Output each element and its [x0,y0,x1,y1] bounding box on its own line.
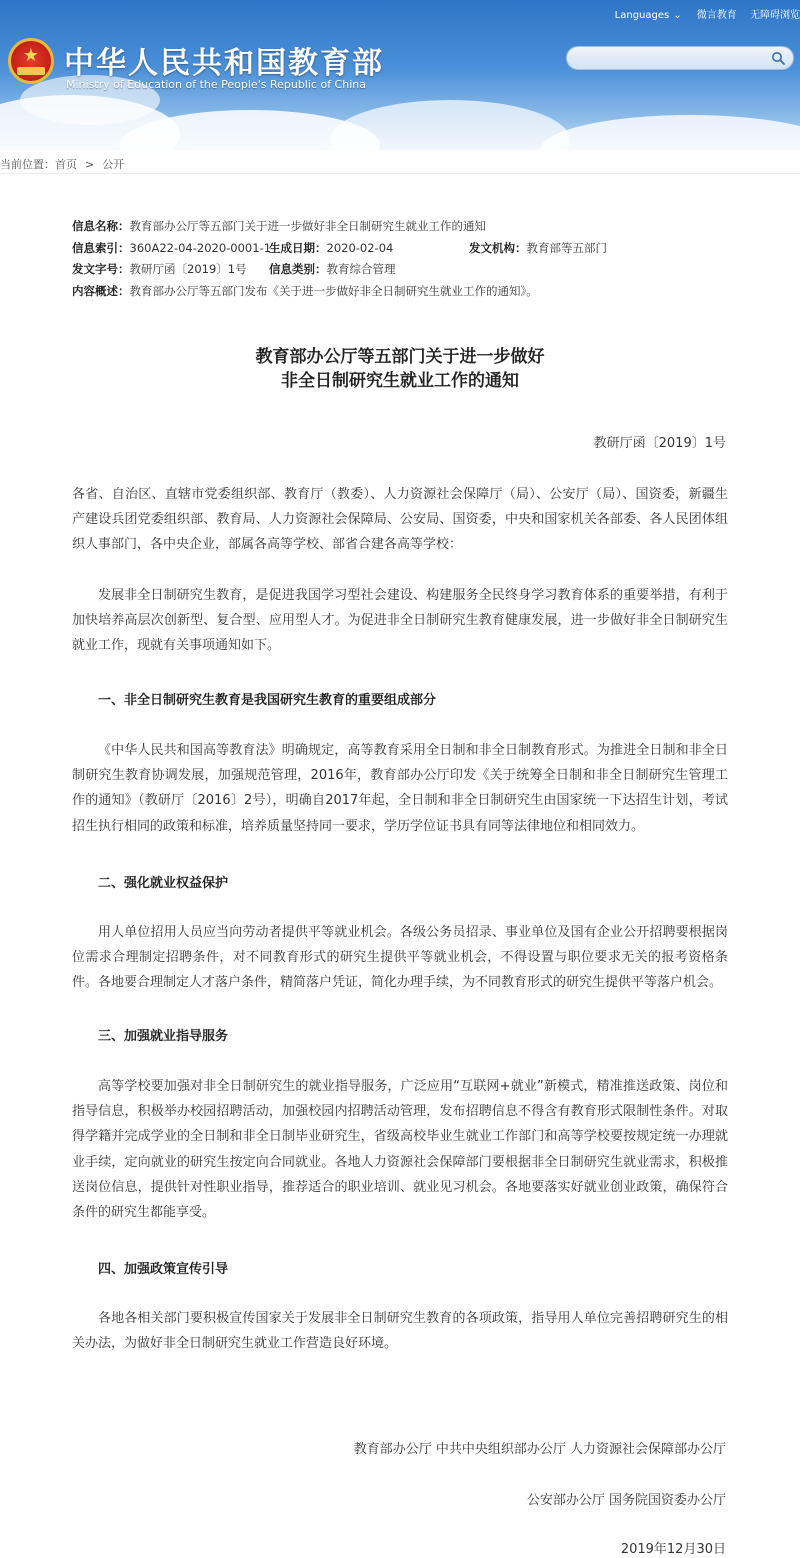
breadcrumb-current-link[interactable]: 公开 [102,158,125,171]
meta-row-summary [72,283,732,305]
breadcrumb-separator-icon: > [85,158,95,171]
breadcrumb-prefix: 当前位置： [0,158,55,171]
section-1-heading: 一、非全日制研究生教育是我国研究生教育的重要组成部分 [98,693,437,708]
document-meta [72,218,732,304]
search-input[interactable] [577,50,771,68]
signoff-line-1: 教育部办公厅 中共中央组织部办公厅 人力资源社会保障部办公厅 [353,1442,726,1457]
site-title[interactable]: 中华人民共和国教育部 [64,46,384,81]
languages-link[interactable]: Languages [614,10,670,21]
site-header [0,0,800,150]
meta-docnum-label: 发文字号： [72,262,130,276]
accessibility-link[interactable]: 无障碍浏览 [750,10,800,21]
meta-name-value: 教育部办公厅等五部门关于进一步做好非全日制研究生就业工作的通知 [129,219,486,233]
meta-category-value: 教育综合管理 [326,262,396,276]
meta-summary-value: 教育部办公厅等五部门发布《关于进一步做好非全日制研究生就业工作的通知》。 [129,283,538,298]
section-2-paragraph: 用人单位招用人员应当向劳动者提供平等就业机会。各级公务员招录、事业单位及国有企业公开招聘要根据岗位需求合理制定招聘条件，对不同教育形式的研究生提供平等就业机会，不得设置与职位要求无关的报考资格条件。各地要合理制定人才落户条件，精简落户凭证，简化办理手续，为不同教育形式的研究生提供平等落户机会。 [72,925,728,991]
article-title-line2: 非全日制研究生就业工作的通知 [281,371,519,391]
document-number: 教研厅函〔2019〕1号 [593,436,726,451]
meta-index-label: 信息索引： [72,240,130,255]
breadcrumb-home-link[interactable]: 首页 [55,158,77,171]
section-3-paragraph: 高等学校要加强对非全日制研究生的就业指导服务，广泛应用“互联网+就业”新模式，精准推送政策、岗位和指导信息，积极举办校园招聘活动，加强校园内招聘活动管理，发布招聘信息不得含有教育形式限制性条件。对取得学籍并完成学业的全日制和非全日制毕业研究生，省级高校毕业生就业工作部门和高等学校要按规定统一办理就业手续，定向就业的研究生按定向合同就业。各地人力资源社会保障部门要根据非全日制研究生就业需求，积极推送岗位信息，提供针对性职业指导，推荐适合的职业培训、就业见习机会。各地要落实好就业创业政策，确保符合条件的研究生都能享受。 [72,1079,728,1221]
breadcrumb [0,152,800,174]
meta-date-label: 生成日期： [269,240,327,255]
intro-paragraph: 发展非全日制研究生教育，是促进我国学习型社会建设、构建服务全民终身学习教育体系的重要举措，有利于加快培养高层次创新型、复合型、应用型人才。为促进非全日制研究生教育健康发展，进一步做好非全日制研究生就业工作，现就有关事项通知如下。 [72,588,728,654]
section-1-paragraph: 《中华人民共和国高等教育法》明确规定，高等教育采用全日制和非全日制教育形式。为推进全日制和非全日制研究生教育协调发展，加强规范管理，2016年，教育部办公厅印发《关于统筹全日制和非全日制研究生管理工作的通知》（教研厅〔2016〕2号），明确自2017年起，全日制和非全日制研究生由国家统一下达招生计划，考试招生执行相同的政策和标准，培养质量坚持同一要求，学历学位证书具有同等法律地位和相同效力。 [72,743,728,834]
national-emblem-icon[interactable] [8,38,54,84]
meta-name-label: 信息名称： [72,219,130,233]
meta-row-docnum [72,261,732,283]
meta-docnum-value: 教研厅函〔2019〕1号 [129,262,247,276]
section-4-paragraph: 各地各相关部门要积极宣传国家关于发展非全日制研究生教育的各项政策，指导用人单位完善招聘研究生的相关办法，为做好非全日制研究生就业工作营造良好环境。 [72,1311,728,1352]
decorative-cloud [540,115,800,150]
site-subtitle: Ministry of Education of the People's Republic of China [66,78,366,91]
weibo-link[interactable]: 微言教育 [696,10,737,21]
meta-summary-label: 内容概述： [72,283,130,298]
signoff-line-2: 公安部办公厅 国务院国资委办公厅 [526,1493,726,1508]
article-title [0,345,800,393]
meta-index-value: 360A22-04-2020-0001-1 [129,240,272,255]
search-box [566,46,794,70]
star-icon: ★ [22,45,40,66]
article-title-line1: 教育部办公厅等五部门关于进一步做好 [255,347,545,367]
meta-row-name [72,218,732,240]
chevron-down-icon[interactable]: ⌄ [673,10,682,21]
decorative-cloud [330,100,570,150]
meta-row-index [72,240,732,262]
meta-category-label: 信息类别： [269,262,327,276]
section-4-heading: 四、加强政策宣传引导 [98,1262,229,1277]
top-links [615,6,800,21]
section-2-heading: 二、强化就业权益保护 [98,876,229,891]
salutation-paragraph: 各省、自治区、直辖市党委组织部、教育厅（教委）、人力资源社会保障厅（局）、公安厅（局）、国资委，新疆生产建设兵团党委组织部、教育局、人力资源社会保障局、公安局、国资委，中央和国家机关各部委、各人民团体组织人事部门，各中央企业，部属各高等学校、部省合建各高等学校： [72,487,728,553]
meta-issuer-label: 发文机构： [469,240,527,255]
signoff-date: 2019年12月30日 [620,1542,726,1557]
meta-date-value: 2020-02-04 [326,240,394,255]
search-icon[interactable] [771,51,785,65]
section-3-heading: 三、加强就业指导服务 [98,1029,229,1044]
meta-issuer-value: 教育部等五部门 [526,240,607,255]
